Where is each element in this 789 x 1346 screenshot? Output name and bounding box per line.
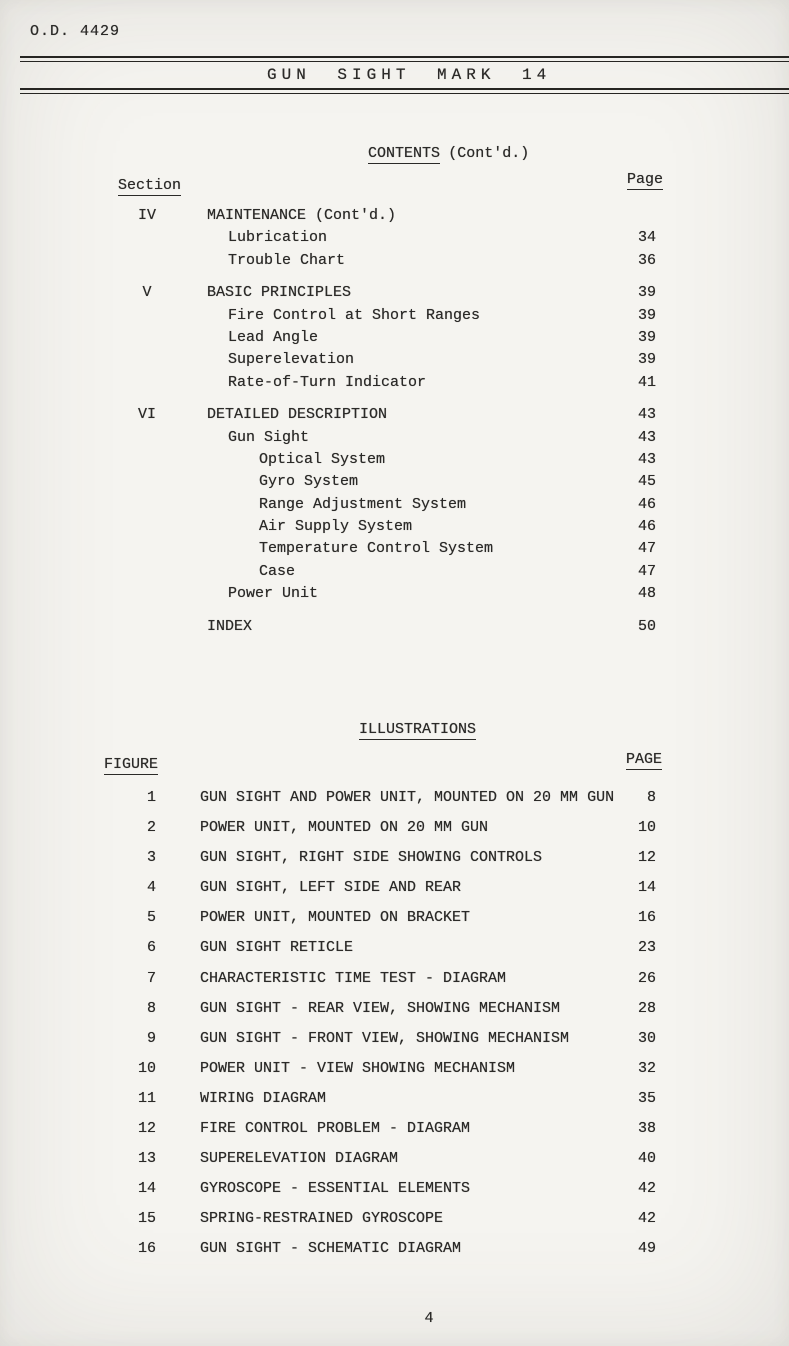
figure-caption: GUN SIGHT - FRONT VIEW, SHOWING MECHANISM	[200, 1029, 570, 1047]
illustrations-list-row	[0, 820, 789, 850]
figure-number: 8	[146, 999, 156, 1017]
toc-entry-page: 39	[637, 284, 656, 302]
contents-list-row	[0, 208, 789, 230]
figure-caption: POWER UNIT, MOUNTED ON 20 MM GUN	[200, 819, 489, 837]
figure-number: 12	[137, 1120, 156, 1138]
contents-list-row	[0, 564, 789, 586]
toc-entry-label: INDEX	[207, 617, 253, 635]
contents-list-row	[0, 430, 789, 452]
contents-heading-word: CONTENTS	[368, 145, 441, 162]
figure-caption: POWER UNIT, MOUNTED ON BRACKET	[200, 909, 471, 927]
figure-caption: GUN SIGHT - SCHEMATIC DIAGRAM	[200, 1240, 462, 1258]
illustrations-heading-word: ILLUSTRATIONS	[359, 721, 477, 738]
figure-page: 16	[637, 909, 656, 927]
contents-heading	[368, 146, 529, 164]
toc-entry-page: 39	[637, 306, 656, 324]
illustrations-heading	[359, 722, 476, 740]
contents-list-row	[0, 474, 789, 496]
figure-caption: WIRING DIAGRAM	[200, 1089, 327, 1107]
figure-page: 28	[637, 999, 656, 1017]
illustrations-list-row	[0, 1091, 789, 1121]
figure-page: 30	[637, 1029, 656, 1047]
contents-heading-suffix: (Cont'd.)	[448, 145, 530, 162]
toc-entry-page: 39	[637, 351, 656, 369]
figure-caption: POWER UNIT - VIEW SHOWING MECHANISM	[200, 1059, 516, 1077]
contents-section-column-header	[118, 178, 181, 196]
toc-section-numeral: VI	[137, 406, 156, 424]
figure-page: 35	[637, 1089, 656, 1107]
illustrations-list	[0, 790, 789, 1272]
toc-section-numeral: V	[142, 284, 152, 302]
figpage-col-label: PAGE	[626, 751, 663, 768]
toc-entry-label: Rate-of-Turn Indicator	[228, 373, 427, 391]
toc-entry-label: Range Adjustment System	[259, 495, 467, 513]
figure-number: 13	[137, 1150, 156, 1168]
toc-entry-label: Air Supply System	[259, 518, 413, 536]
illustrations-list-row	[0, 1001, 789, 1031]
contents-list-row	[0, 375, 789, 397]
figure-number: 14	[137, 1180, 156, 1198]
toc-entry-page: 45	[637, 473, 656, 491]
toc-entry-label: MAINTENANCE (Cont'd.)	[207, 207, 397, 224]
figure-page: 12	[637, 849, 656, 867]
page-col-label: Page	[627, 171, 664, 188]
figure-number: 7	[146, 969, 156, 987]
figure-number: 2	[146, 819, 156, 837]
figure-number: 9	[146, 1029, 156, 1047]
contents-list-row	[0, 452, 789, 474]
figure-number: 3	[146, 849, 156, 867]
figure-page: 14	[637, 879, 656, 897]
figure-caption: GUN SIGHT AND POWER UNIT, MOUNTED ON 20 MM GUN	[200, 789, 615, 806]
toc-entry-page: 47	[637, 562, 656, 580]
header-top-rule	[20, 56, 789, 62]
toc-entry-label: Lead Angle	[228, 328, 319, 346]
figure-number: 4	[146, 879, 156, 897]
illustrations-list-row	[0, 910, 789, 940]
figure-number: 10	[137, 1059, 156, 1077]
figure-caption: GUN SIGHT RETICLE	[200, 939, 354, 957]
toc-entry-page: 43	[637, 406, 656, 424]
figure-caption: SUPERELEVATION DIAGRAM	[200, 1150, 399, 1168]
toc-entry-page: 50	[637, 617, 656, 635]
illustrations-list-row	[0, 1211, 789, 1241]
illustrations-list-row	[0, 1181, 789, 1211]
contents-list-row	[0, 497, 789, 519]
toc-entry-page: 39	[637, 328, 656, 346]
toc-section-numeral: IV	[137, 207, 156, 224]
figure-page: 49	[637, 1240, 656, 1258]
toc-entry-page: 46	[637, 518, 656, 536]
figure-number: 11	[137, 1089, 156, 1107]
contents-list-row	[0, 541, 789, 563]
toc-entry-label: Temperature Control System	[259, 540, 494, 558]
toc-entry-label: DETAILED DESCRIPTION	[207, 406, 388, 424]
figure-col-label: FIGURE	[104, 756, 159, 773]
contents-list-row	[0, 308, 789, 330]
contents-list-row	[0, 519, 789, 541]
illustrations-figure-column-header	[104, 757, 158, 775]
toc-entry-page: 43	[637, 450, 656, 468]
figure-number: 6	[146, 939, 156, 957]
illustrations-page-column-header	[626, 752, 662, 770]
contents-list-row	[0, 253, 789, 275]
figure-caption: GUN SIGHT, RIGHT SIDE SHOWING CONTROLS	[200, 849, 543, 867]
toc-entry-label: Gyro System	[259, 473, 359, 491]
illustrations-list-row	[0, 971, 789, 1001]
toc-entry-label: Gun Sight	[228, 428, 310, 446]
contents-list-row	[0, 407, 789, 429]
contents-list-row	[0, 619, 789, 641]
illustrations-list-row	[0, 790, 789, 820]
toc-entry-page: 48	[637, 585, 656, 603]
contents-list-row	[0, 330, 789, 352]
figure-caption: GYROSCOPE - ESSENTIAL ELEMENTS	[200, 1180, 471, 1198]
toc-entry-label: Lubrication	[228, 229, 328, 247]
illustrations-list-row	[0, 1121, 789, 1151]
toc-entry-page: 41	[637, 373, 656, 391]
illustrations-list-row	[0, 1061, 789, 1091]
illustrations-list-row	[0, 1151, 789, 1181]
toc-entry-label: Optical System	[259, 450, 386, 468]
toc-entry-label: BASIC PRINCIPLES	[207, 284, 352, 302]
figure-page: 23	[637, 939, 656, 957]
contents-list-row	[0, 285, 789, 307]
figure-page: 40	[637, 1150, 656, 1168]
section-col-label: Section	[118, 177, 182, 194]
toc-entry-page: 47	[637, 540, 656, 558]
toc-entry-page: 43	[637, 428, 656, 446]
illustrations-list-row	[0, 940, 789, 970]
figure-page: 32	[637, 1059, 656, 1077]
illustrations-list-row	[0, 1241, 789, 1271]
contents-page-column-header	[627, 172, 663, 190]
figure-page: 38	[637, 1120, 656, 1138]
document-title: GUN SIGHT MARK 14	[267, 66, 552, 84]
contents-list-row	[0, 586, 789, 608]
toc-entry-label: Superelevation	[228, 351, 355, 369]
figure-caption: GUN SIGHT - REAR VIEW, SHOWING MECHANISM	[200, 999, 561, 1017]
figure-number: 5	[146, 909, 156, 927]
figure-number: 16	[137, 1240, 156, 1258]
figure-caption: FIRE CONTROL PROBLEM - DIAGRAM	[200, 1120, 471, 1138]
toc-entry-label: Fire Control at Short Ranges	[228, 306, 481, 324]
figure-number: 1	[146, 789, 156, 806]
figure-page: 42	[637, 1180, 656, 1198]
toc-entry-page: 36	[637, 251, 656, 269]
contents-list-row	[0, 352, 789, 374]
figure-page: 8	[646, 789, 656, 806]
figure-number: 15	[137, 1210, 156, 1228]
header-bottom-rule	[20, 88, 789, 94]
contents-list-row	[0, 230, 789, 252]
figure-page: 42	[637, 1210, 656, 1228]
figure-page: 26	[637, 969, 656, 987]
figure-caption: CHARACTERISTIC TIME TEST - DIAGRAM	[200, 969, 507, 987]
toc-entry-label: Trouble Chart	[228, 251, 346, 269]
toc-entry-label: Case	[259, 562, 296, 580]
figure-caption: GUN SIGHT, LEFT SIDE AND REAR	[200, 879, 462, 897]
toc-entry-label: Power Unit	[228, 585, 319, 603]
footer-page-number: 4	[424, 1310, 434, 1327]
figure-page: 10	[637, 819, 656, 837]
illustrations-list-row	[0, 850, 789, 880]
figure-caption: SPRING-RESTRAINED GYROSCOPE	[200, 1210, 444, 1228]
doc-number: O.D. 4429	[30, 23, 121, 40]
toc-entry-page: 46	[637, 495, 656, 513]
illustrations-list-row	[0, 880, 789, 910]
illustrations-list-row	[0, 1031, 789, 1061]
toc-entry-page: 34	[637, 229, 656, 247]
contents-list	[0, 208, 789, 641]
